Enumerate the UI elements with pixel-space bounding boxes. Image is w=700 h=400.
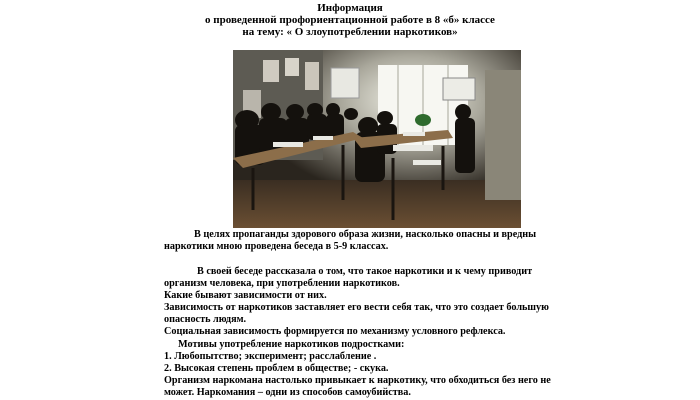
paragraph-1-line-1: В целях пропаганды здорового образа жизни, насколько опасны и вредны <box>194 229 537 240</box>
paragraph-7-line-2: может. Наркомания – одни из способов самоубийства. <box>164 387 411 398</box>
paragraph-4-line-2: опасность людям. <box>164 314 247 325</box>
document-subtitle: о проведенной профориентационной работе в 8 «б» классе <box>205 14 495 26</box>
paragraph-4-line-1: Зависимость от наркотиков заставляет его вести себя так, что это создает большую <box>164 302 549 313</box>
paragraph-7-line-1: Организм наркомана настолько привыкает к наркотику, что обходиться без него не <box>164 375 551 386</box>
document-title: Информация <box>317 2 383 14</box>
document-topic: на тему: « О злоупотреблении наркотиков» <box>242 26 458 38</box>
paragraph-3: Какие бывают зависимости от них. <box>164 290 327 301</box>
paragraph-2-line-2: организм человека, при употреблении наркотиков. <box>164 278 400 289</box>
list-item-1: 1. Любопытство; эксперимент; расслабление . <box>164 351 377 362</box>
classroom-photo-image <box>233 50 521 228</box>
list-item-2: 2. Высокая степень проблем в обществе; - скука. <box>164 363 389 374</box>
classroom-photo <box>233 50 521 228</box>
paragraph-2-line-1: В своей беседе рассказала о том, что такое наркотики и к чему приводит <box>197 266 533 277</box>
paragraph-5: Социальная зависимость формируется по механизму условного рефлекса. <box>164 326 506 337</box>
paragraph-6: Мотивы употребление наркотиков подростками: <box>178 339 405 350</box>
paragraph-1-line-2: наркотики мною проведена беседа в 5-9 классах. <box>164 241 389 252</box>
